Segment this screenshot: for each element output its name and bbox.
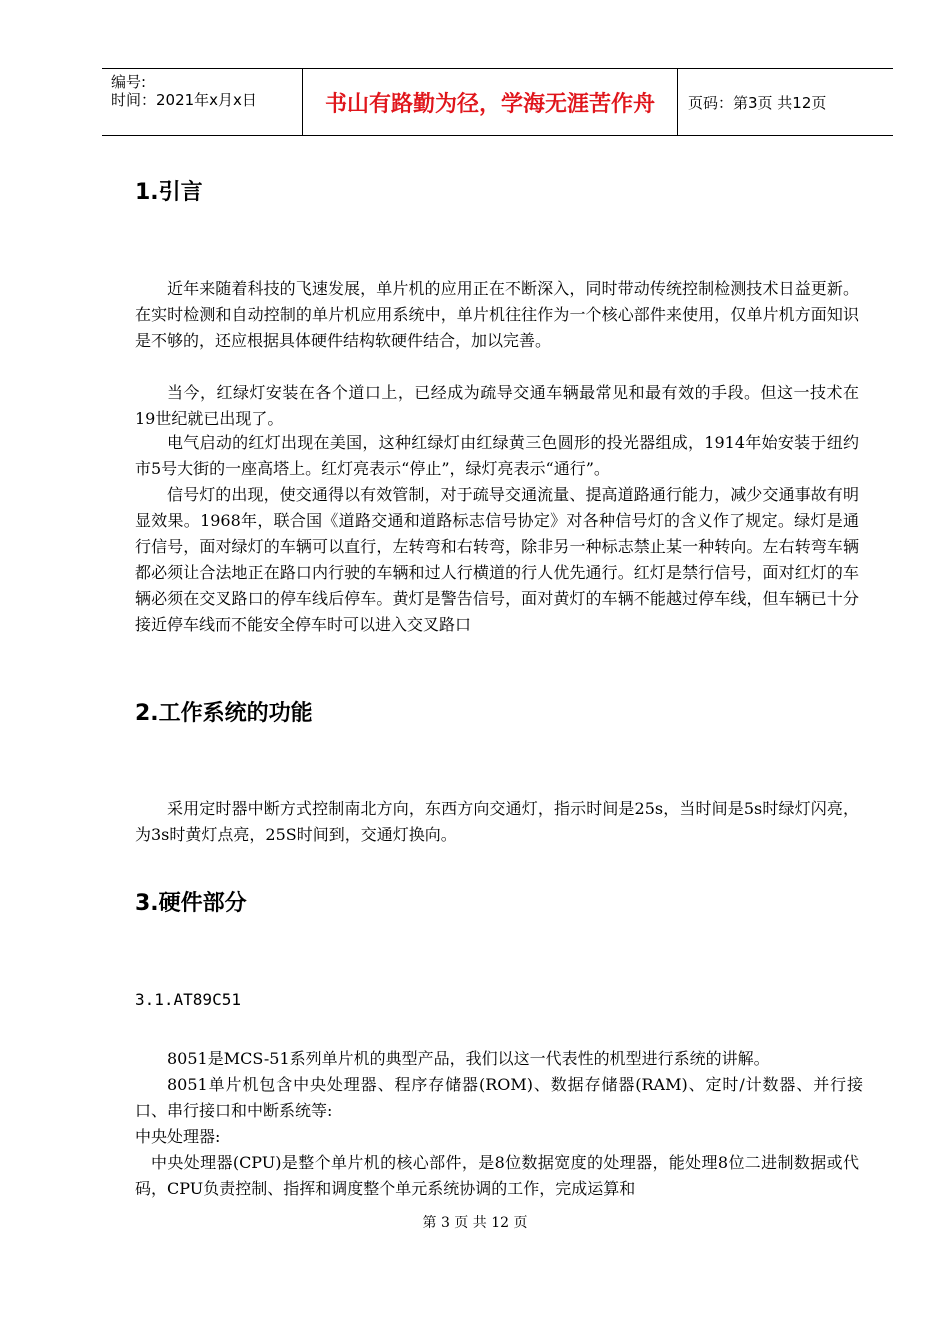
section-2-paragraph-1: 采用定时器中断方式控制南北方向，东西方向交通灯，指示时间是25s，当时间是5s时绿灯闪亮，为3s时黄灯点亮，25S时间到，交通灯换向。 (135, 799, 859, 844)
header-page-label: 页码：第3页 共12页 (688, 93, 827, 112)
number-label: 编号: (111, 73, 147, 91)
section-2-title: 2.工作系统的功能 (135, 701, 313, 726)
header-motto: 书山有路勤为径，学海无涯苦作舟 (303, 69, 678, 135)
section-3-1-paragraph-1: 8051是MCS-51系列单片机的典型产品，我们以这一代表性的机型进行系统的讲解。 (167, 1049, 770, 1068)
section-1-title: 1.引言 (135, 180, 203, 205)
section-3-1-paragraph-2: 8051单片机包含中央处理器、程序存储器(ROM)、数据存储器(RAM)、定时/计数器、并行接口、串行接口和中断系统等: (135, 1075, 863, 1120)
page-header (102, 68, 893, 136)
page-footer: 第 3 页 共 12 页 (422, 1215, 528, 1231)
section-1-paragraph-1: 近年来随着科技的飞速发展，单片机的应用正在不断深入，同时带动传统控制检测技术日益更新。在实时检测和自动控制的单片机应用系统中，单片机往往作为一个核心部件来使用，仅单片机方面知识是不够的，还应根据具体硬件结构软硬件结合，加以完善。 (135, 279, 859, 350)
section-1-paragraph-3: 电气启动的红灯出现在美国，这种红绿灯由红绿黄三色圆形的投光器组成，1914年始安装于纽约市5号大街的一座高塔上。红灯亮表示“停止”，绿灯亮表示“通行”。 (135, 433, 859, 478)
header-meta (102, 69, 303, 135)
section-3-1-paragraph-4: 中央处理器(CPU)是整个单片机的核心部件，是8位数据宽度的处理器，能处理8位二进制数据或代码，CPU负责控制、指挥和调度整个单元系统协调的工作，完成运算和 (135, 1153, 859, 1198)
section-3-1-paragraph-3: 中央处理器: (135, 1127, 221, 1146)
section-3-title: 3.硬件部分 (135, 891, 247, 916)
section-1-paragraph-4: 信号灯的出现，使交通得以有效管制，对于疏导交通流量、提高道路通行能力，减少交通事故有明显效果。1968年，联合国《道路交通和道路标志信号协定》对各种信号灯的含义作了规定。绿灯是通行信号，面对绿灯的车辆可以直行，左转弯和右转弯，除非另一种标志禁止某一种转向。左右转弯车辆都必须让合法地正在路口内行驶的车辆和过人行横道的行人优先通行。红灯是禁行信号，面对红灯的车辆必须在交叉路口的停车线后停车。黄灯是警告信号，面对黄灯的车辆不能越过停车线，但车辆已十分接近停车线而不能安全停车时可以进入交叉路口 (135, 485, 859, 634)
section-1-paragraph-2: 当今，红绿灯安装在各个道口上，已经成为疏导交通车辆最常见和最有效的手段。但这一技术在19世纪就已出现了。 (135, 383, 859, 428)
section-3-1-title: 3.1.AT89C51 (135, 990, 241, 1009)
time-label: 时间：2021年x月x日 (111, 91, 257, 109)
